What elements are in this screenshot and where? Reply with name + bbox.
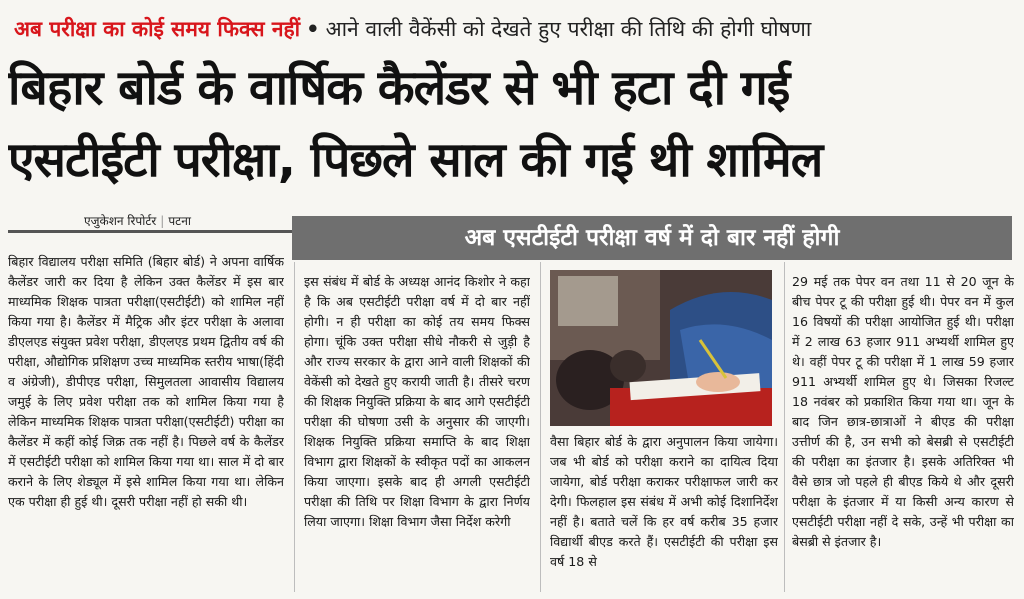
kicker-bullet: • xyxy=(306,17,320,41)
article-column-3 xyxy=(550,432,778,592)
article-column-2 xyxy=(304,272,530,592)
column-divider xyxy=(294,262,295,592)
column-divider xyxy=(540,262,541,592)
section-rule xyxy=(8,230,292,233)
column-1-text: बिहार विद्यालय परीक्षा समिति (बिहार बोर्ड) ने अपना वार्षिक कैलेंडर जारी कर दिया है लेकिन उक्त कैलेंडर में इस बार माध्यमिक शिक्षक पात्रता परीक्षा(एसटीईटी) को शामिल नहीं किया गया है। कैलेंडर में मैट्रिक और इंटर परीक्षा के अलावा डीएलएड संयुक्त प्रवेश परीक्षा, डीएलएड प्रथम द्वितीय वर्ष की परीक्षा, औद्योगिक प्रशिक्षण उच्च माध्यमिक स्तरीय भाषा(हिंदी व अंग्रेजी), डीपीएड परीक्षा, सिमुलतला आवासीय विद्यालय जमुई के लिए प्रवेश परीक्षा तक को शामिल किया गया है लेकिन माध्यमिक शिक्षक पात्रता परीक्षा(एसटीईटी) परीक्षा का कैलेंडर में कहीं कोई जिक्र तक नहीं है। पिछले वर्ष के कैलेंडर में एसटीईटी परीक्षा को शामिल किया गया था। साल में दो बार कराने के लिए शेड्यूल में इसे शामिल किया गया था। लेकिन एक परीक्षा ही हुई थी। दूसरी परीक्षा नहीं हो सकी थी। xyxy=(8,254,284,509)
column-4-text: 29 मई तक पेपर वन तथा 11 से 20 जून के बीच पेपर टू की परीक्षा हुई थी। पेपर वन में कुल 16 विषयों की परीक्षा आयोजित हुई थी। परीक्षा में 2 लाख 63 हजार 911 अभ्यर्थी शामिल हुए थे। वहीं पेपर टू की परीक्षा में 1 लाख 59 हजार 911 अभ्यर्थी शामिल हुए थे। जिसका रिजल्ट 18 नवंबर को प्रकाशित किया गया था। जून के बाद जिन छात्र-छात्राओं ने बीएड की परीक्षा उत्तीर्ण की है, उन सभी को बेसब्री से एसटीईटी की परीक्षा का इंतजार है। इसके अतिरिक्त भी वैसे छात्र जो पहले ही बीएड किये थे और दूसरी परीक्षा के इंतजार में या किसी अन्य कारण से एसटीईटी परीक्षा नहीं दे सके, उन्हें भी परीक्षा का बेसब्री से इंतजार है। xyxy=(792,274,1014,549)
byline-reporter: एजुकेशन रिपोर्टर xyxy=(84,214,157,228)
byline-separator: | xyxy=(160,214,165,228)
subheading-banner: अब एसटीईटी परीक्षा वर्ष में दो बार नहीं होगी xyxy=(292,216,1012,260)
headline-line-1: बिहार बोर्ड के वार्षिक कैलेंडर से भी हटा दी गई xyxy=(8,60,790,116)
column-3-text: वैसा बिहार बोर्ड के द्वारा अनुपालन किया जायेगा। जब भी बोर्ड को परीक्षा कराने का दायित्व दिया जायेगा, बोर्ड परीक्षा कराकर परीक्षाफल जारी कर देगी। फिलहाल इस संबंध में अभी कोई दिशानिर्देश नहीं है। बताते चलें कि हर वर्ष करीब 35 हजार विद्यार्थी बीएड करते हैं। एसटीईटी की परीक्षा इस वर्ष 18 से xyxy=(550,434,778,569)
article-column-1 xyxy=(8,252,284,592)
headline xyxy=(8,52,1018,196)
exam-photo xyxy=(550,270,772,426)
column-2-text: इस संबंध में बोर्ड के अध्यक्ष आनंद किशोर ने कहा है कि अब एसटीईटी परीक्षा वर्ष में दो बार नहीं होगी। न ही परीक्षा का कोई तय समय फिक्स होगा। चूंकि उक्त परीक्षा सीधे नौकरी से जुड़ी है और राज्य सरकार के द्वारा आने वाली शिक्षकों की वेकेंसी को देखते हुए करायी जाती है। तीसरे चरण की शिक्षक नियुक्ति प्रक्रिया के बाद आगे एसटीईटी परीक्षा की घोषणा उसी के अनुसार की जाएगी। शिक्षक नियुक्ति प्रक्रिया समाप्ति के बाद शिक्षा विभाग द्वारा शिक्षकों के स्वीकृत पदों का आकलन किया जाएगा। इसके बाद ही अगली एसटीईटी परीक्षा की तिथि पर शिक्षा विभाग के द्वारा निर्णय लिया जाएगा। शिक्षा विभाग जैसा निर्देश करेगी xyxy=(304,274,530,529)
column-divider xyxy=(784,262,785,592)
kicker-line xyxy=(14,14,1014,44)
article-column-4 xyxy=(792,272,1014,592)
byline-city: पटना xyxy=(168,214,191,228)
exam-photo-illustration xyxy=(550,270,772,426)
byline xyxy=(84,212,191,229)
kicker-red-text: अब परीक्षा का कोई समय फिक्स नहीं xyxy=(14,17,301,41)
headline-line-2: एसटीईटी परीक्षा, पिछले साल की गई थी शामिल xyxy=(8,132,823,188)
kicker-subtext: आने वाली वैकेंसी को देखते हुए परीक्षा की तिथि की होगी घोषणा xyxy=(325,17,812,41)
